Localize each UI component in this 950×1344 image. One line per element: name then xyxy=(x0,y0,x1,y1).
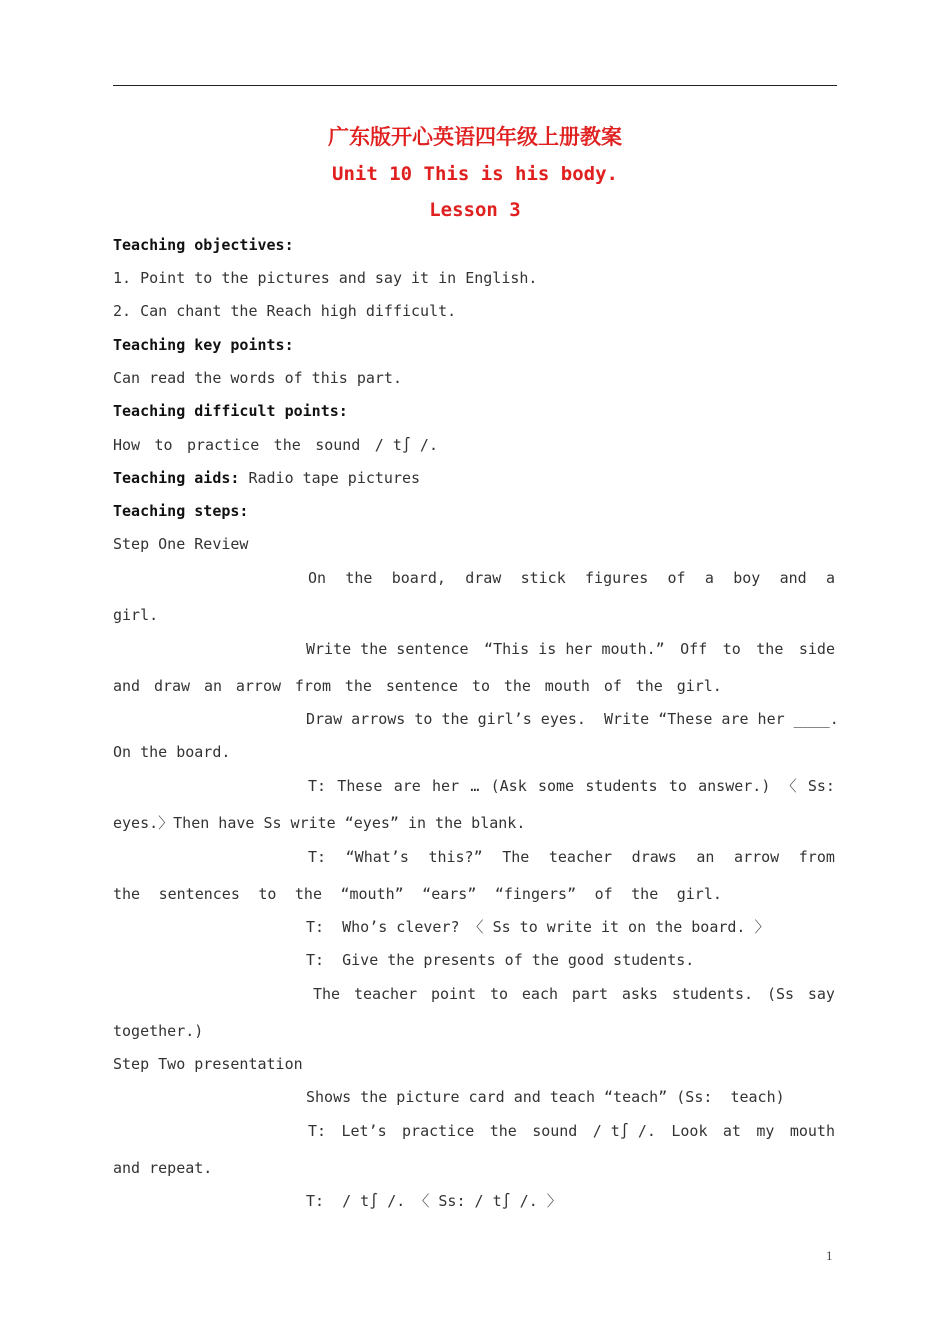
step1-line-e-word: from xyxy=(798,848,835,866)
step1-line-e-cont-word: girl. xyxy=(676,885,722,903)
step1-line-b-word: Write the sentence xyxy=(306,640,469,658)
step1-line-d-word: are xyxy=(393,777,421,795)
header-rule xyxy=(113,85,837,86)
step1-line-h-word: (Ss xyxy=(766,985,795,1003)
step2-line-b-word: Let’s xyxy=(341,1122,387,1140)
step1-line-e xyxy=(308,847,835,867)
step1-line-b-word: the xyxy=(756,640,784,658)
difficult-points-text-word: the xyxy=(273,436,301,454)
teaching-aids-text: Radio tape pictures xyxy=(239,469,421,487)
step-one-heading: Step One Review xyxy=(113,535,249,553)
step1-line-e-word: this?” xyxy=(428,848,483,866)
step1-line-b-cont-word: the xyxy=(344,677,372,695)
step1-line-d-word: … xyxy=(470,777,480,795)
step-two-heading: Step Two presentation xyxy=(113,1055,303,1073)
step1-line-h-word: students. xyxy=(671,985,754,1003)
step2-line-b xyxy=(308,1121,835,1141)
step1-line-b-cont-word: an xyxy=(203,677,222,695)
step2-line-b-end: and repeat. xyxy=(113,1159,213,1177)
step1-line-e-cont xyxy=(113,884,722,904)
step1-line-h-word: point xyxy=(431,985,477,1003)
step1-line-e-word: “What’s xyxy=(345,848,409,866)
difficult-points-text-word: How xyxy=(113,436,141,454)
step2-line-b-word: T: xyxy=(308,1122,327,1140)
step1-line-b-cont xyxy=(113,676,722,696)
step1-line-h-word: to xyxy=(490,985,509,1003)
step1-line-d-word: to xyxy=(668,777,687,795)
steps-heading: Teaching steps: xyxy=(113,502,249,520)
step1-line-b-cont-word: draw xyxy=(153,677,191,695)
step1-line-c: Draw arrows to the girl’s eyes. Write “These are her ____. xyxy=(306,710,839,728)
difficult-points-heading: Teaching difficult points: xyxy=(113,402,348,420)
step1-line-d-word: These xyxy=(337,777,383,795)
step2-line-b-word: the xyxy=(489,1122,517,1140)
step1-line-b-cont-word: arrow xyxy=(235,677,282,695)
step1-line-d-word: 〈 xyxy=(781,777,797,795)
step1-line-a-word: and xyxy=(779,569,807,587)
step2-line-b-word: my xyxy=(756,1122,775,1140)
step1-line-b xyxy=(306,639,835,659)
step1-line-e-cont-word: of xyxy=(594,885,613,903)
difficult-points-text-word: sound xyxy=(315,436,361,454)
key-points-text: Can read the words of this part. xyxy=(113,369,402,387)
step1-line-d-word: some xyxy=(537,777,575,795)
step2-line-c: T: / t∫ /. 〈 Ss: / t∫ /. 〉 xyxy=(306,1192,562,1210)
step1-line-b-word: side xyxy=(798,640,835,658)
step2-line-b-word: Look xyxy=(671,1122,708,1140)
step1-line-e-word: an xyxy=(696,848,715,866)
title-chinese: 广东版开心英语四年级上册教案 xyxy=(328,124,622,149)
page-number: 1 xyxy=(826,1248,833,1263)
step1-line-b-cont-word: mouth xyxy=(544,677,590,695)
step1-line-d-word: students xyxy=(585,777,658,795)
step1-line-b-cont-word: from xyxy=(294,677,331,695)
teaching-aids xyxy=(113,468,420,488)
step1-line-a-word: the xyxy=(345,569,373,587)
step1-line-d-word: T: xyxy=(308,777,327,795)
step1-line-e-cont-word: the xyxy=(631,885,659,903)
step1-line-b-cont-word: girl. xyxy=(676,677,722,695)
difficult-points-text-word: to xyxy=(154,436,173,454)
objectives-heading: Teaching objectives: xyxy=(113,236,294,254)
step1-line-b-cont-word: of xyxy=(603,677,622,695)
step1-line-a-word: of xyxy=(667,569,686,587)
step1-line-b-cont-word: sentence xyxy=(385,677,459,695)
step1-line-a-word: boy xyxy=(733,569,761,587)
step1-line-b-word: to xyxy=(722,640,741,658)
difficult-points-text-word: / t∫ /. xyxy=(374,436,438,454)
step1-line-d xyxy=(308,776,835,796)
step1-line-a-word: stick xyxy=(520,569,566,587)
step1-line-h-word: asks xyxy=(621,985,658,1003)
step1-line-b-word: “This is her mouth.” xyxy=(484,640,665,658)
step1-line-a xyxy=(308,568,835,588)
step1-line-e-cont-word: to xyxy=(258,885,277,903)
step1-line-d-word: Ss: xyxy=(807,777,835,795)
step1-line-h-word: The xyxy=(313,985,341,1003)
step1-line-b-cont-word: the xyxy=(635,677,663,695)
step1-line-e-cont-word: the xyxy=(294,885,322,903)
step1-line-a-end: girl. xyxy=(113,606,159,624)
key-points-heading: Teaching key points: xyxy=(113,336,294,354)
step1-line-e-cont-word: “mouth” xyxy=(340,885,404,903)
step1-line-b-word: Off xyxy=(680,640,708,658)
step1-line-d-word: her xyxy=(432,777,460,795)
step1-line-d-end: eyes.〉Then have Ss write “eyes” in the blank. xyxy=(113,814,526,832)
step1-line-e-cont-word: “ears” xyxy=(422,885,477,903)
step2-line-b-word: practice xyxy=(402,1122,475,1140)
step1-line-a-word: a xyxy=(704,569,714,587)
step1-line-b-cont-word: and xyxy=(113,677,141,695)
step1-line-h-word: part xyxy=(571,985,608,1003)
title-lesson: Lesson 3 xyxy=(429,199,521,221)
teaching-aids-heading: Teaching aids: xyxy=(113,469,240,487)
step1-line-h-word: each xyxy=(521,985,559,1003)
step2-line-b-word: at xyxy=(722,1122,741,1140)
step2-line-a: Shows the picture card and teach “teach” (Ss: teach) xyxy=(306,1088,785,1106)
step1-line-c-end: On the board. xyxy=(113,743,231,761)
step1-line-f: T: Who’s clever? 〈 Ss to write it on the board. 〉 xyxy=(306,918,770,936)
step1-line-e-word: The xyxy=(502,848,530,866)
step1-line-a-word: draw xyxy=(465,569,502,587)
objective-2: 2. Can chant the Reach high difficult. xyxy=(113,302,457,320)
step1-line-g: T: Give the presents of the good students. xyxy=(306,951,695,969)
objective-1: 1. Point to the pictures and say it in English. xyxy=(113,269,538,287)
step1-line-b-cont-word: the xyxy=(503,677,531,695)
step1-line-b-cont-word: to xyxy=(471,677,490,695)
step1-line-h xyxy=(313,984,835,1004)
step1-line-d-word: (Ask xyxy=(490,777,527,795)
step1-line-h-end: together.) xyxy=(113,1022,204,1040)
step1-line-a-word: On xyxy=(308,569,327,587)
step1-line-e-word: T: xyxy=(308,848,327,866)
step1-line-e-word: draws xyxy=(631,848,677,866)
step1-line-a-word: figures xyxy=(585,569,649,587)
step1-line-h-word: say xyxy=(807,985,835,1003)
step1-line-e-word: arrow xyxy=(734,848,780,866)
step1-line-e-cont-word: “fingers” xyxy=(494,885,577,903)
step2-line-b-word: / t∫ /. xyxy=(592,1122,656,1140)
step1-line-h-word: teacher xyxy=(353,985,418,1003)
title-unit: Unit 10 This is his body. xyxy=(332,163,618,185)
difficult-points-text xyxy=(113,435,438,455)
step1-line-e-word: teacher xyxy=(548,848,613,866)
step1-line-e-cont-word: sentences xyxy=(158,885,240,903)
step2-line-b-word: sound xyxy=(532,1122,578,1140)
step1-line-d-word: answer.) xyxy=(698,777,771,795)
step1-line-a-word: a xyxy=(825,569,835,587)
step1-line-a-word: board, xyxy=(391,569,446,587)
step2-line-b-word: mouth xyxy=(789,1122,835,1140)
step1-line-e-cont-word: the xyxy=(113,885,141,903)
difficult-points-text-word: practice xyxy=(187,436,260,454)
